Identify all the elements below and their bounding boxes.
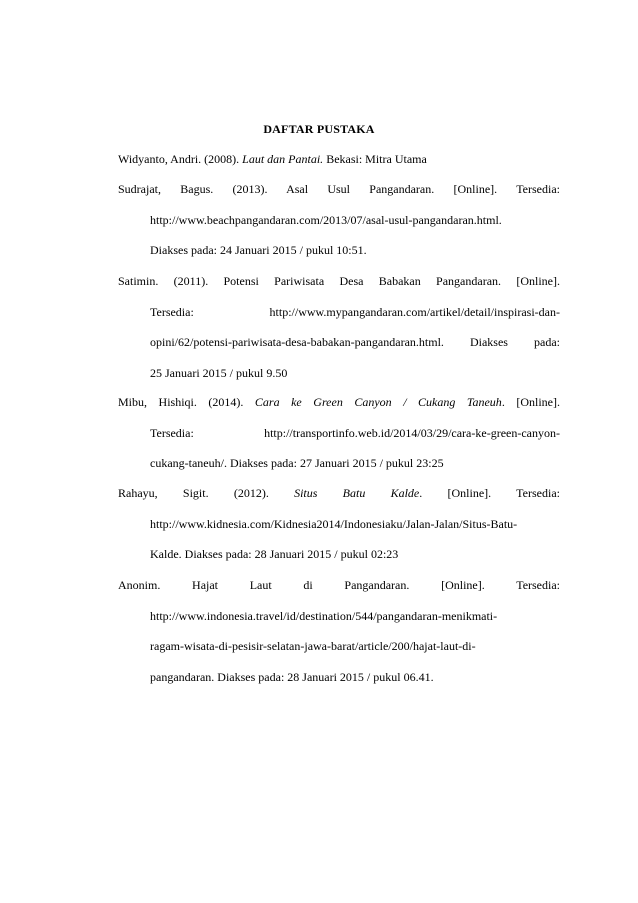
- reference-text: Kalde. Diakses pada: 28 Januari 2015 / pukul 02:23: [150, 547, 399, 561]
- reference-line-first: [118, 478, 560, 509]
- reference-entry: [118, 570, 560, 692]
- reference-line-first: [118, 144, 560, 175]
- reference-line-continuation: [118, 358, 560, 389]
- reference-entry: [118, 174, 560, 266]
- page-title: DAFTAR PUSTAKA: [263, 122, 375, 136]
- reference-text: Tersedia: http://transportinfo.web.id/2014/03/29/cara-ke-green-canyon-: [150, 425, 560, 440]
- reference-line-continuation: [118, 631, 560, 662]
- reference-line-first: [118, 266, 560, 297]
- reference-text: Diakses pada: 24 Januari 2015 / pukul 10:51.: [150, 243, 367, 257]
- reference-line-continuation: [118, 235, 560, 266]
- reference-line-first: [118, 174, 560, 205]
- reference-text: ragam-wisata-di-pesisir-selatan-jawa-barat/article/200/hajat-laut-di-: [150, 639, 476, 653]
- reference-text: Satimin. (2011). Potensi Pariwisata Desa Babakan Pangandaran. [Online].: [118, 274, 560, 288]
- reference-text: Tersedia: http://www.mypangandaran.com/artikel/detail/inspirasi-dan-: [150, 304, 560, 319]
- reference-text: Anonim. Hajat Laut di Pangandaran. [Online]. Tersedia:: [118, 578, 560, 592]
- reference-text: http://www.indonesia.travel/id/destination/544/pangandaran-menikmati-: [150, 608, 498, 623]
- reference-line-continuation: [118, 297, 560, 328]
- reference-line-continuation: [118, 662, 560, 693]
- reference-line-continuation: [118, 448, 560, 479]
- reference-text: Bekasi: Mitra Utama: [323, 152, 427, 166]
- reference-italic-title: Situs Batu Kalde: [294, 486, 420, 500]
- reference-text: 25 Januari 2015 / pukul 9.50: [150, 365, 288, 380]
- reference-text: Widyanto, Andri. (2008).: [118, 152, 243, 166]
- reference-line-continuation: [118, 509, 560, 540]
- reference-line-continuation: [118, 418, 560, 449]
- reference-entry: [118, 478, 560, 570]
- reference-text: Sudrajat, Bagus. (2013). Asal Usul Pangandaran. [Online]. Tersedia:: [118, 182, 560, 196]
- reference-line-first: [118, 570, 560, 601]
- reference-line-first: [118, 387, 560, 418]
- reference-text: . [Online].: [501, 395, 560, 409]
- reference-line-continuation: [118, 205, 560, 236]
- reference-text: . [Online]. Tersedia:: [419, 486, 560, 500]
- reference-line-continuation: [118, 601, 560, 632]
- reference-text: Mibu, Hishiqi. (2014).: [118, 395, 255, 409]
- reference-text: cukang-taneuh/. Diakses pada: 27 Januari 2015 / pukul 23:25: [150, 456, 444, 470]
- reference-text: pangandaran. Diakses pada: 28 Januari 2015 / pukul 06.41.: [150, 669, 434, 684]
- reference-line-continuation: [118, 539, 560, 570]
- reference-text: Rahayu, Sigit. (2012).: [118, 486, 295, 500]
- reference-text: http://www.kidnesia.com/Kidnesia2014/Indonesiaku/Jalan-Jalan/Situs-Batu-: [150, 516, 518, 531]
- reference-entry: [118, 266, 560, 388]
- reference-text: opini/62/potensi-pariwisata-desa-babakan-pangandaran.html. Diakses pada:: [150, 335, 560, 349]
- reference-italic-title: Laut dan Pantai.: [242, 152, 324, 166]
- reference-entry: [118, 387, 560, 479]
- reference-text: http://www.beachpangandaran.com/2013/07/asal-usul-pangandaran.html.: [150, 212, 502, 227]
- reference-italic-title: Cara ke Green Canyon / Cukang Taneuh: [254, 395, 502, 409]
- reference-entry: [118, 144, 560, 175]
- reference-line-continuation: [118, 327, 560, 358]
